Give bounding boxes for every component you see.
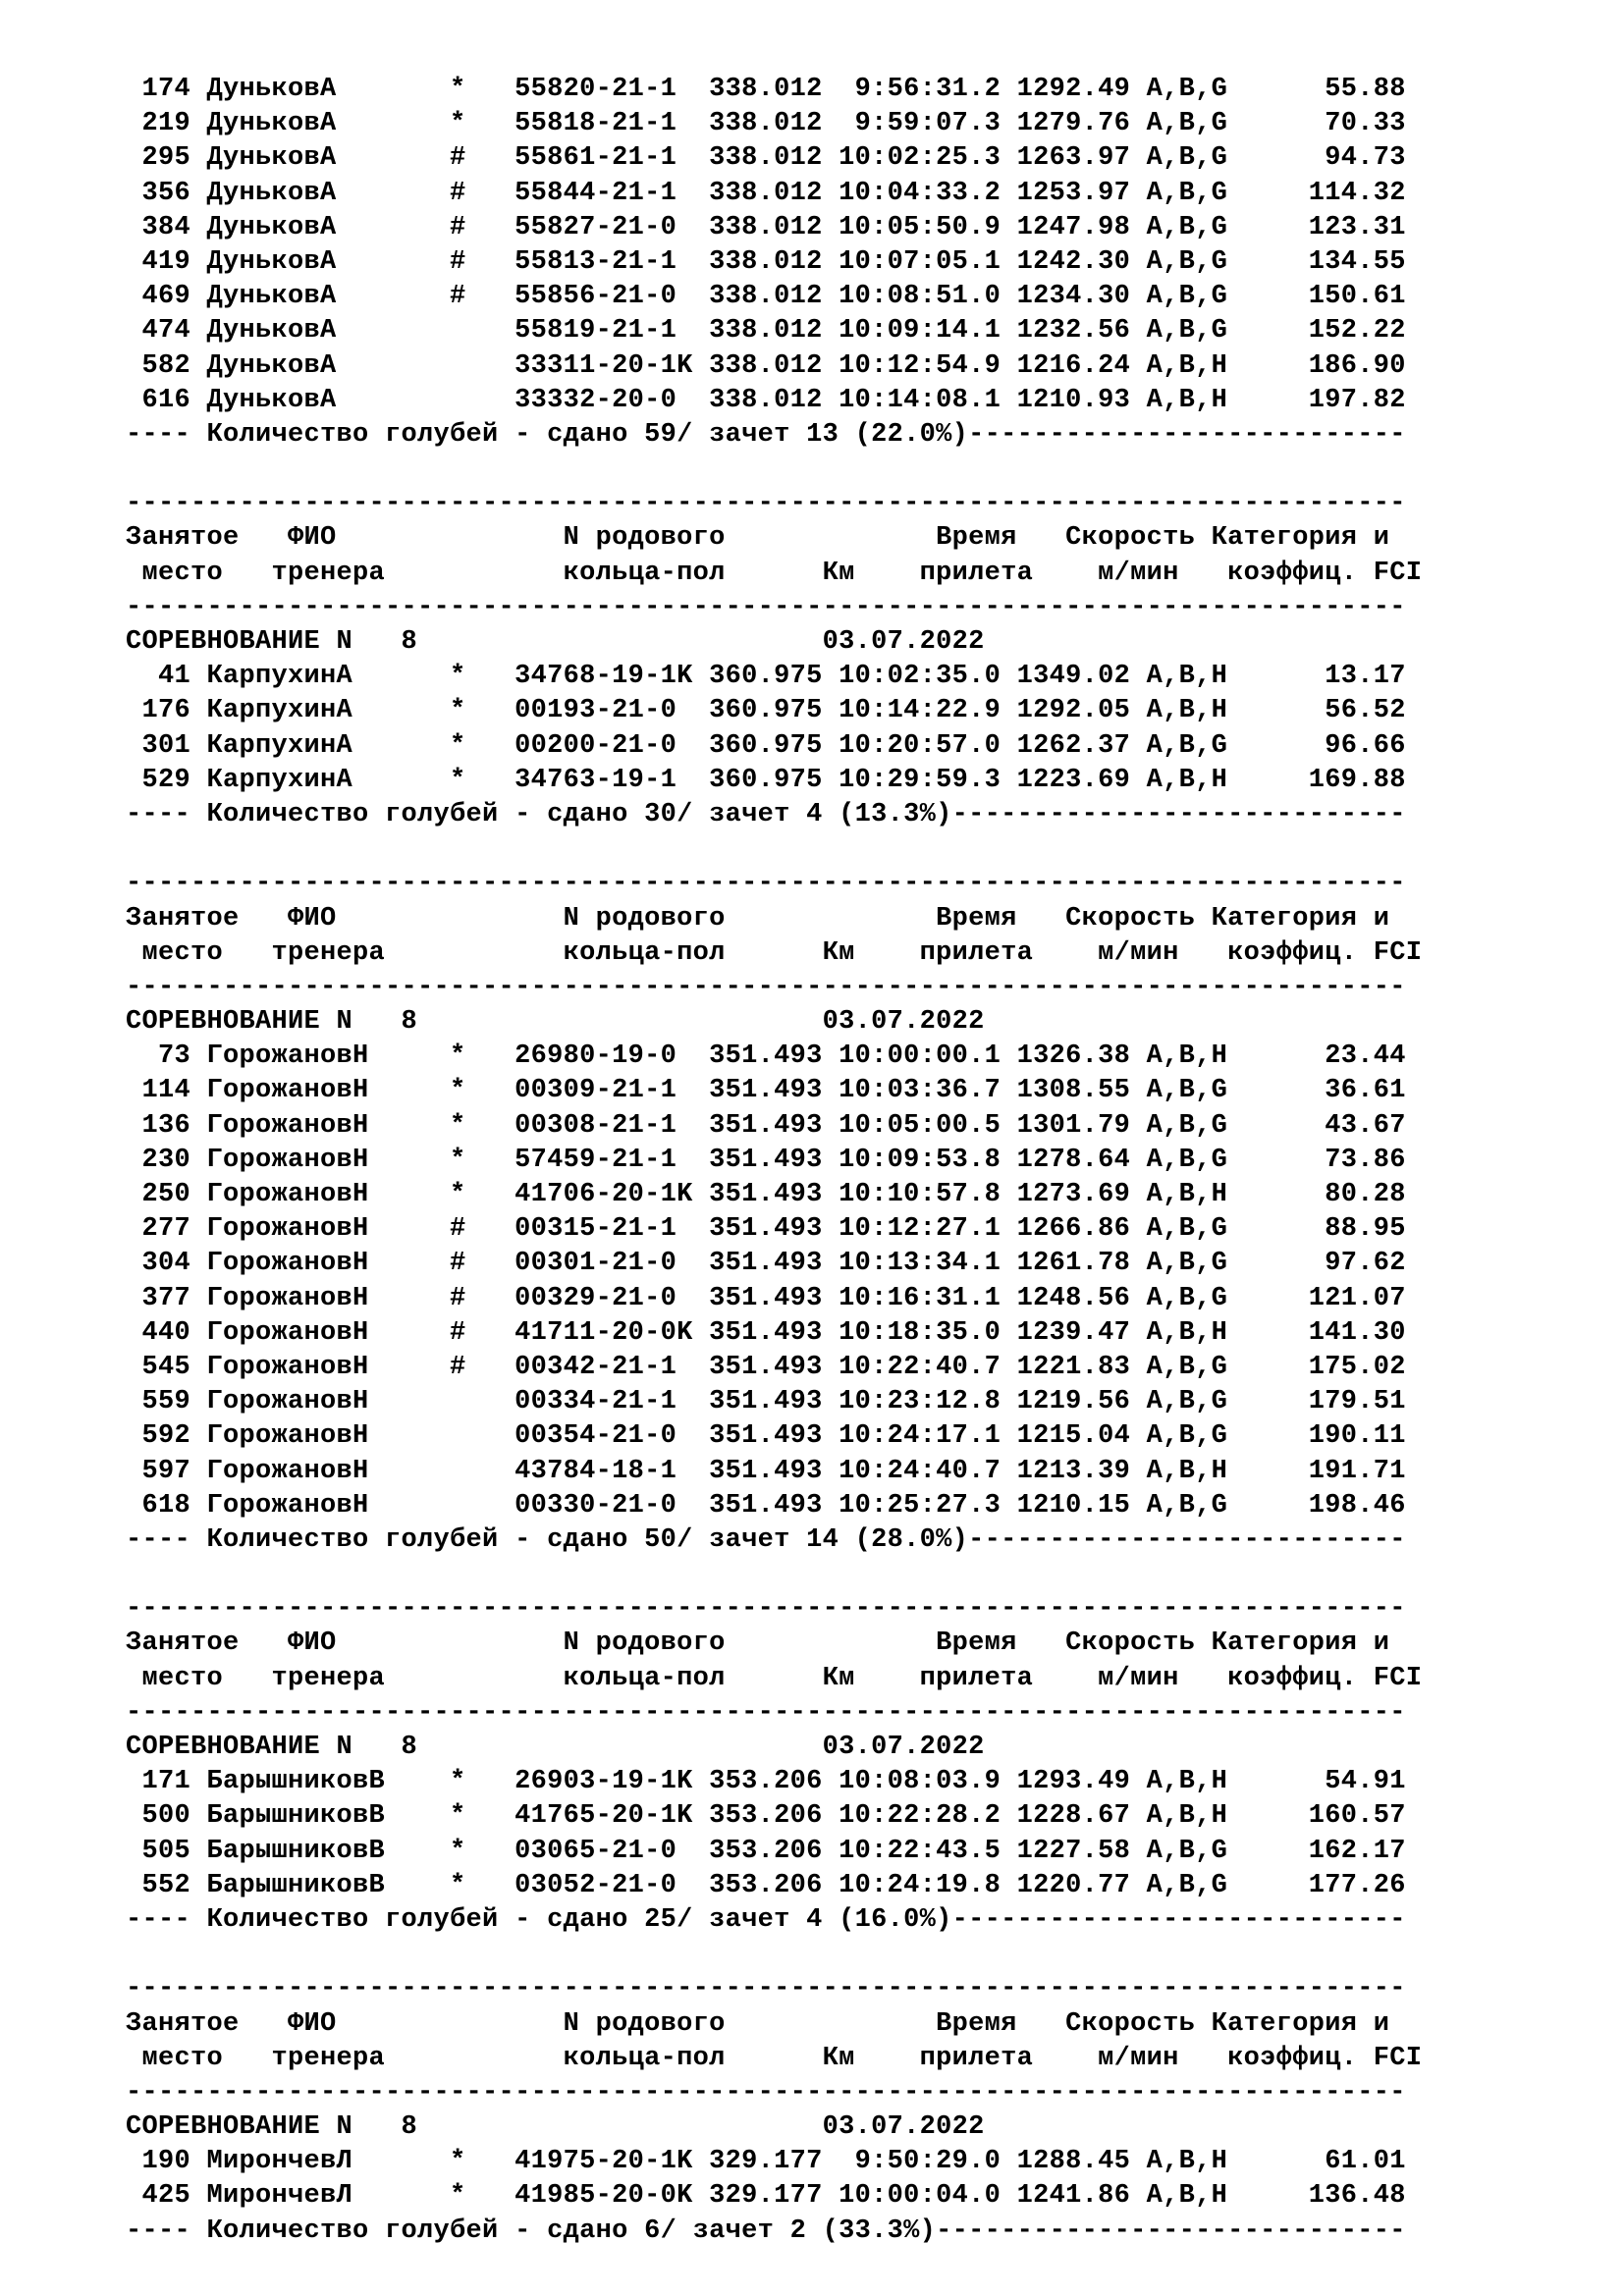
header-rule: ------------------------------------------------------------------------------- xyxy=(126,972,1406,1002)
table-row: 73 ГорожановН * 26980-19-0 351.493 10:00:00.1 1326.38 A,B,H 23.44 xyxy=(126,1041,1406,1072)
header-line-2: место тренера кольца-пол Км прилета м/мин коэффиц. FCI xyxy=(126,2043,1423,2073)
results-section xyxy=(126,1972,1422,2249)
competition-line: СОРЕВНОВАНИЕ N 8 03.07.2022 xyxy=(126,1733,985,1762)
table-row: 618 ГорожановН 00330-21-0 351.493 10:25:27.3 1210.15 A,B,G 198.46 xyxy=(126,1490,1406,1521)
results-report xyxy=(126,73,1422,2249)
table-row: 190 МирончевЛ * 41975-20-1K 329.177 9:50:29.0 1288.45 A,B,H 61.01 xyxy=(126,2147,1406,2177)
header-rule: ------------------------------------------------------------------------------- xyxy=(126,1974,1406,2004)
table-row: 174 ДуньковА * 55820-21-1 338.012 9:56:31.2 1292.49 A,B,G 55.88 xyxy=(126,75,1406,104)
table-row: 41 КарпухинА * 34768-19-1K 360.975 10:02:35.0 1349.02 A,B,H 13.17 xyxy=(126,662,1406,692)
competition-line: СОРЕВНОВАНИЕ N 8 03.07.2022 xyxy=(126,1007,985,1038)
header-line-1: Занятое ФИО N родового Время Скорость Категория и xyxy=(126,523,1390,554)
competition-line: СОРЕВНОВАНИЕ N 8 03.07.2022 xyxy=(126,627,985,657)
table-row: 419 ДуньковА # 55813-21-1 338.012 10:07:05.1 1242.30 A,B,G 134.55 xyxy=(126,246,1406,277)
header-rule: ------------------------------------------------------------------------------- xyxy=(126,1594,1406,1625)
table-row: 304 ГорожановН # 00301-21-0 351.493 10:13:34.1 1261.78 A,B,G 97.62 xyxy=(126,1249,1406,1279)
table-row: 545 ГорожановН # 00342-21-1 351.493 10:22:40.7 1221.83 A,B,G 175.02 xyxy=(126,1352,1406,1382)
table-row: 500 БарышниковВ * 41765-20-1K 353.206 10:22:28.2 1228.67 A,B,H 160.57 xyxy=(126,1801,1406,1832)
table-row: 301 КарпухинА * 00200-21-0 360.975 10:20:57.0 1262.37 A,B,G 96.66 xyxy=(126,730,1406,761)
table-row: 250 ГорожановН * 41706-20-1K 351.493 10:10:57.8 1273.69 A,B,H 80.28 xyxy=(126,1180,1406,1209)
table-row: 295 ДуньковА # 55861-21-1 338.012 10:02:25.3 1263.97 A,B,G 94.73 xyxy=(126,143,1406,174)
header-line-2: место тренера кольца-пол Км прилета м/мин коэффиц. FCI xyxy=(126,1663,1423,1693)
table-row: 552 БарышниковВ * 03052-21-0 353.206 10:24:19.8 1220.77 A,B,G 177.26 xyxy=(126,1870,1406,1900)
section-summary: ---- Количество голубей - сдано 59/ зачет 13 (22.0%)--------------------------- xyxy=(126,419,1406,450)
header-line-1: Занятое ФИО N родового Время Скорость Категория и xyxy=(126,2008,1390,2039)
table-row: 505 БарышниковВ * 03065-21-0 353.206 10:22:43.5 1227.58 A,B,G 162.17 xyxy=(126,1836,1406,1866)
table-row: 356 ДуньковА # 55844-21-1 338.012 10:04:33.2 1253.97 A,B,G 114.32 xyxy=(126,178,1406,208)
table-row: 474 ДуньковА 55819-21-1 338.012 10:09:14.1 1232.56 A,B,G 152.22 xyxy=(126,316,1406,347)
header-rule: ------------------------------------------------------------------------------- xyxy=(126,869,1406,899)
section-summary: ---- Количество голубей - сдано 50/ зачет 14 (28.0%)--------------------------- xyxy=(126,1524,1406,1555)
header-line-2: место тренера кольца-пол Км прилета м/мин коэффиц. FCI xyxy=(126,937,1423,968)
header-rule: ------------------------------------------------------------------------------- xyxy=(126,592,1406,622)
table-row: 114 ГорожановН * 00309-21-1 351.493 10:03:36.7 1308.55 A,B,G 36.61 xyxy=(126,1076,1406,1106)
results-section xyxy=(126,867,1422,1558)
table-row: 136 ГорожановН * 00308-21-1 351.493 10:05:00.5 1301.79 A,B,G 43.67 xyxy=(126,1110,1406,1141)
table-row: 219 ДуньковА * 55818-21-1 338.012 9:59:07.3 1279.76 A,B,G 70.33 xyxy=(126,109,1406,139)
table-row: 592 ГорожановН 00354-21-0 351.493 10:24:17.1 1215.04 A,B,G 190.11 xyxy=(126,1421,1406,1452)
header-line-2: место тренера кольца-пол Км прилета м/мин коэффиц. FCI xyxy=(126,558,1423,588)
table-row: 377 ГорожановН # 00329-21-0 351.493 10:16:31.1 1248.56 A,B,G 121.07 xyxy=(126,1283,1406,1313)
results-section xyxy=(126,487,1422,832)
table-row: 425 МирончевЛ * 41985-20-0K 329.177 10:00:04.0 1241.86 A,B,H 136.48 xyxy=(126,2181,1406,2212)
header-rule: ------------------------------------------------------------------------------- xyxy=(126,1697,1406,1728)
table-row: 597 ГорожановН 43784-18-1 351.493 10:24:40.7 1213.39 A,B,H 191.71 xyxy=(126,1456,1406,1486)
section-summary: ---- Количество голубей - сдано 6/ зачет 2 (33.3%)----------------------------- xyxy=(126,2216,1406,2246)
header-line-1: Занятое ФИО N родового Время Скорость Категория и xyxy=(126,903,1390,934)
results-section xyxy=(126,73,1422,453)
table-row: 230 ГорожановН * 57459-21-1 351.493 10:09:53.8 1278.64 A,B,G 73.86 xyxy=(126,1145,1406,1175)
competition-line: СОРЕВНОВАНИЕ N 8 03.07.2022 xyxy=(126,2112,985,2143)
table-row: 384 ДуньковА # 55827-21-0 338.012 10:05:50.9 1247.98 A,B,G 123.31 xyxy=(126,212,1406,242)
table-row: 171 БарышниковВ * 26903-19-1K 353.206 10:08:03.9 1293.49 A,B,H 54.91 xyxy=(126,1767,1406,1797)
table-row: 582 ДуньковА 33311-20-1K 338.012 10:12:54.9 1216.24 A,B,H 186.90 xyxy=(126,350,1406,381)
results-section xyxy=(126,1592,1422,1938)
table-row: 529 КарпухинА * 34763-19-1 360.975 10:29:59.3 1223.69 A,B,H 169.88 xyxy=(126,765,1406,795)
header-rule: ------------------------------------------------------------------------------- xyxy=(126,2077,1406,2108)
section-summary: ---- Количество голубей - сдано 30/ зачет 4 (13.3%)---------------------------- xyxy=(126,799,1406,829)
section-summary: ---- Количество голубей - сдано 25/ зачет 4 (16.0%)---------------------------- xyxy=(126,1904,1406,1935)
table-row: 277 ГорожановН # 00315-21-1 351.493 10:12:27.1 1266.86 A,B,G 88.95 xyxy=(126,1214,1406,1245)
header-rule: ------------------------------------------------------------------------------- xyxy=(126,489,1406,519)
table-row: 559 ГорожановН 00334-21-1 351.493 10:23:12.8 1219.56 A,B,G 179.51 xyxy=(126,1387,1406,1417)
table-row: 616 ДуньковА 33332-20-0 338.012 10:14:08.1 1210.93 A,B,H 197.82 xyxy=(126,385,1406,415)
table-row: 469 ДуньковА # 55856-21-0 338.012 10:08:51.0 1234.30 A,B,G 150.61 xyxy=(126,282,1406,312)
header-line-1: Занятое ФИО N родового Время Скорость Категория и xyxy=(126,1629,1390,1659)
table-row: 176 КарпухинА * 00193-21-0 360.975 10:14:22.9 1292.05 A,B,H 56.52 xyxy=(126,696,1406,726)
table-row: 440 ГорожановН # 41711-20-0K 351.493 10:18:35.0 1239.47 A,B,H 141.30 xyxy=(126,1317,1406,1348)
